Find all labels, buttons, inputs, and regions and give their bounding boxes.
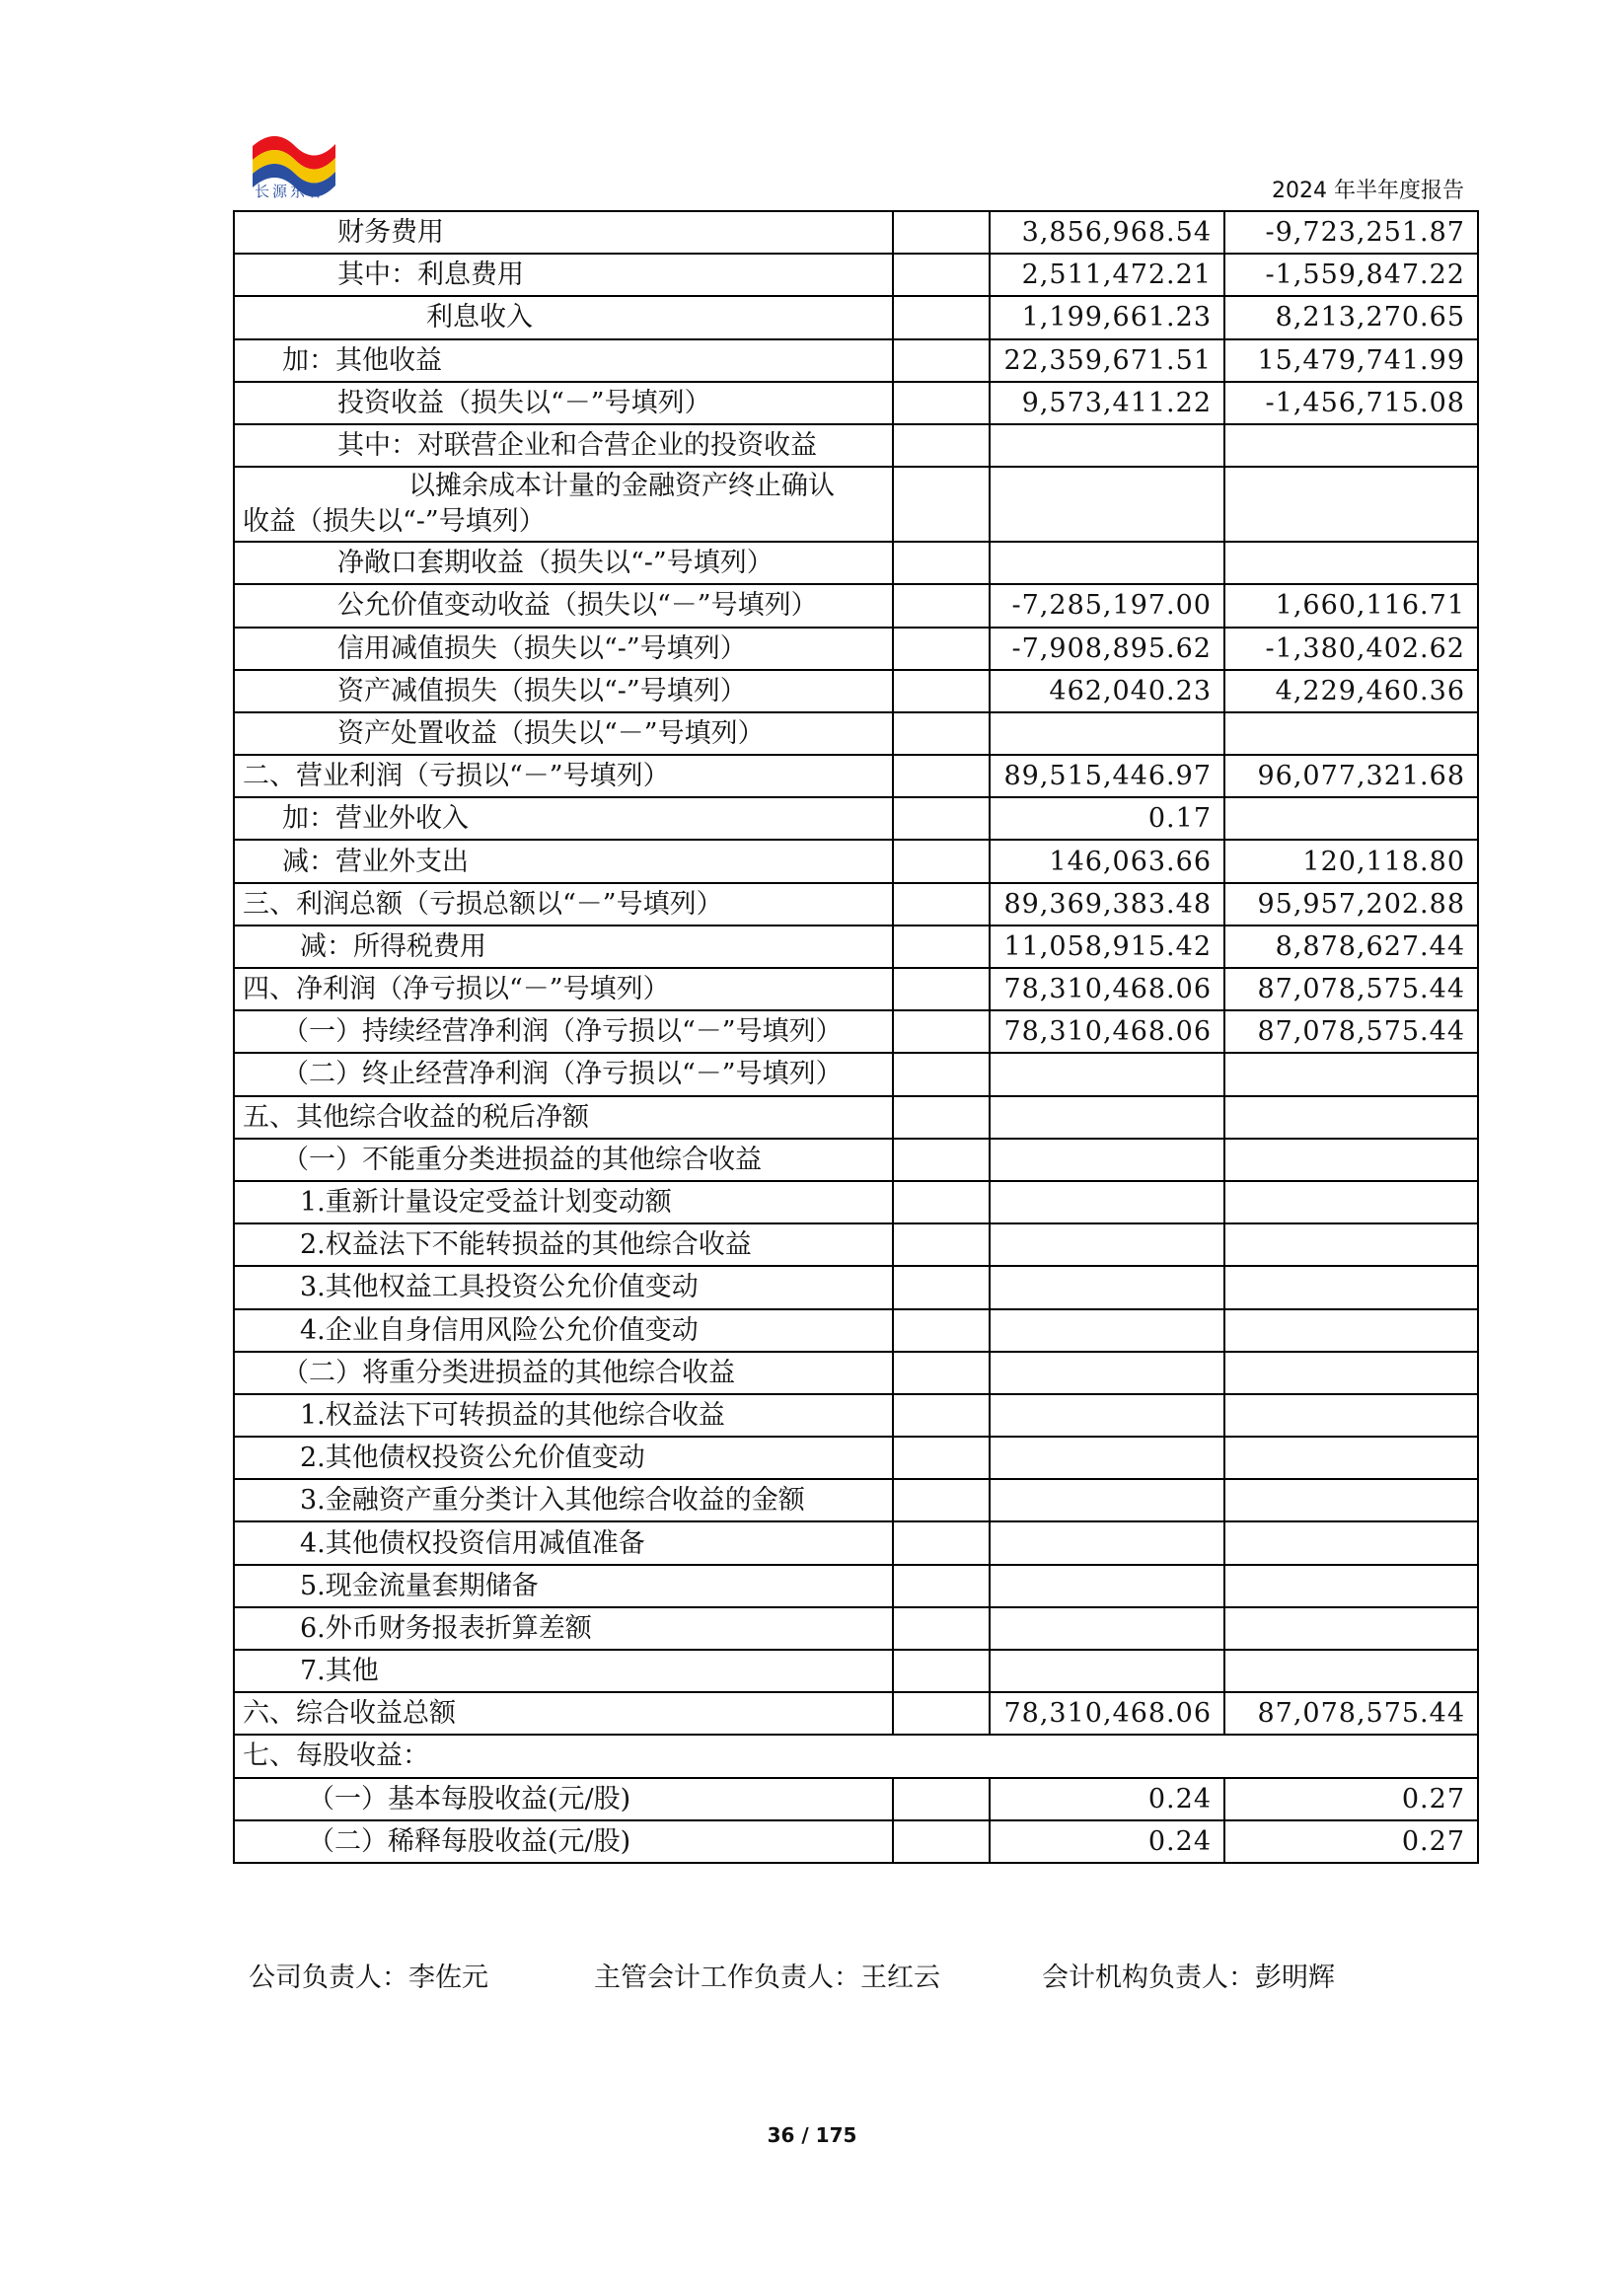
row-label: 减：营业外支出 <box>234 840 893 882</box>
row-note <box>893 382 990 424</box>
prior-period-value <box>1224 1181 1478 1223</box>
table-row <box>234 1139 1478 1181</box>
current-period-value: 462,040.23 <box>990 670 1224 712</box>
prior-period-value <box>1224 467 1478 542</box>
prior-period-value <box>1224 712 1478 755</box>
current-period-value <box>990 1479 1224 1521</box>
row-label: 1.权益法下可转损益的其他综合收益 <box>234 1394 893 1437</box>
row-note <box>893 755 990 797</box>
table-row <box>234 1607 1478 1650</box>
prior-period-value <box>1224 1053 1478 1095</box>
prior-period-value <box>1224 1479 1478 1521</box>
row-note <box>893 926 990 968</box>
current-period-value: 1,199,661.23 <box>990 296 1224 338</box>
table-row <box>234 968 1478 1010</box>
row-label: 投资收益（损失以“－”号填列） <box>234 382 893 424</box>
table-row <box>234 712 1478 755</box>
row-note <box>893 1181 990 1223</box>
current-period-value <box>990 1607 1224 1650</box>
row-note <box>893 1479 990 1521</box>
row-label: 七、每股收益： <box>234 1735 1478 1777</box>
row-note <box>893 840 990 882</box>
table-row <box>234 1650 1478 1692</box>
current-period-value: 0.24 <box>990 1820 1224 1863</box>
table-row <box>234 1479 1478 1521</box>
accounting-dept-head-signature: 会计机构负责人：彭明辉 <box>1042 1963 1335 1993</box>
prior-period-value <box>1224 1352 1478 1394</box>
row-label: 7.其他 <box>234 1650 893 1692</box>
prior-period-value <box>1224 1096 1478 1139</box>
table-row <box>234 339 1478 382</box>
current-period-value: 9,573,411.22 <box>990 382 1224 424</box>
table-row <box>234 424 1478 467</box>
row-note <box>893 1692 990 1735</box>
current-period-value <box>990 1650 1224 1692</box>
current-period-value <box>990 1352 1224 1394</box>
current-period-value: 0.17 <box>990 797 1224 840</box>
row-label: 三、利润总额（亏损总额以“－”号填列） <box>234 883 893 926</box>
row-note <box>893 1223 990 1266</box>
prior-period-value: 1,660,116.71 <box>1224 584 1478 627</box>
table-row <box>234 1096 1478 1139</box>
income-statement-table <box>233 210 1479 1864</box>
prior-period-value <box>1224 1394 1478 1437</box>
table-row <box>234 797 1478 840</box>
row-label <box>234 467 893 542</box>
prior-period-value: 87,078,575.44 <box>1224 1010 1478 1053</box>
row-label: 二、营业利润（亏损以“－”号填列） <box>234 755 893 797</box>
row-label: 四、净利润（净亏损以“－”号填列） <box>234 968 893 1010</box>
prior-period-value: -1,456,715.08 <box>1224 382 1478 424</box>
row-label: （一）基本每股收益(元/股) <box>234 1778 893 1820</box>
current-period-value: 78,310,468.06 <box>990 1010 1224 1053</box>
row-label: 3.其他权益工具投资公允价值变动 <box>234 1266 893 1308</box>
prior-period-value: 0.27 <box>1224 1778 1478 1820</box>
row-note <box>893 424 990 467</box>
row-note <box>893 1437 990 1479</box>
current-period-value <box>990 1394 1224 1437</box>
table-row <box>234 1053 1478 1095</box>
row-note <box>893 1352 990 1394</box>
prior-period-value: 15,479,741.99 <box>1224 339 1478 382</box>
row-label: 1.重新计量设定受益计划变动额 <box>234 1181 893 1223</box>
row-label: 净敞口套期收益（损失以“-”号填列） <box>234 542 893 584</box>
current-period-value: 89,369,383.48 <box>990 883 1224 926</box>
row-note <box>893 211 990 254</box>
logo-text: 长源东谷 <box>255 183 327 200</box>
row-label: 财务费用 <box>234 211 893 254</box>
table-row <box>234 1565 1478 1607</box>
prior-period-value: -1,559,847.22 <box>1224 254 1478 296</box>
row-note <box>893 1778 990 1820</box>
row-note <box>893 339 990 382</box>
table-row <box>234 542 1478 584</box>
row-note <box>893 467 990 542</box>
current-period-value: 78,310,468.06 <box>990 1692 1224 1735</box>
prior-period-value: 95,957,202.88 <box>1224 883 1478 926</box>
current-period-value: 0.24 <box>990 1778 1224 1820</box>
table-row <box>234 926 1478 968</box>
row-label: 资产处置收益（损失以“－”号填列） <box>234 712 893 755</box>
current-period-value: -7,908,895.62 <box>990 628 1224 670</box>
prior-period-value <box>1224 1223 1478 1266</box>
table-row <box>234 1181 1478 1223</box>
table-row <box>234 211 1478 254</box>
table-row <box>234 382 1478 424</box>
row-note <box>893 542 990 584</box>
prior-period-value <box>1224 1565 1478 1607</box>
row-note <box>893 968 990 1010</box>
row-label: 减：所得税费用 <box>234 926 893 968</box>
row-label: 6.外币财务报表折算差额 <box>234 1607 893 1650</box>
current-period-value: 2,511,472.21 <box>990 254 1224 296</box>
table-row <box>234 1223 1478 1266</box>
prior-period-value <box>1224 424 1478 467</box>
prior-period-value <box>1224 542 1478 584</box>
table-row <box>234 1778 1478 1820</box>
current-period-value <box>990 1096 1224 1139</box>
table-row <box>234 1735 1478 1777</box>
table-row <box>234 1394 1478 1437</box>
table-row <box>234 584 1478 627</box>
prior-period-value <box>1224 1521 1478 1564</box>
row-label: 其中：对联营企业和合营企业的投资收益 <box>234 424 893 467</box>
prior-period-value: 0.27 <box>1224 1820 1478 1863</box>
current-period-value <box>990 712 1224 755</box>
current-period-value: 11,058,915.42 <box>990 926 1224 968</box>
page-number: 36 / 175 <box>767 2123 857 2147</box>
row-note <box>893 1394 990 1437</box>
row-note <box>893 1096 990 1139</box>
row-label-line: 收益（损失以“-”号填列） <box>243 506 546 538</box>
table-row <box>234 1266 1478 1308</box>
row-note <box>893 1607 990 1650</box>
table-row <box>234 1521 1478 1564</box>
report-title: 2024 年半年度报告 <box>1272 179 1464 203</box>
current-period-value <box>990 467 1224 542</box>
prior-period-value <box>1224 1266 1478 1308</box>
current-period-value: 22,359,671.51 <box>990 339 1224 382</box>
current-period-value <box>990 1266 1224 1308</box>
table-row <box>234 755 1478 797</box>
row-note <box>893 584 990 627</box>
table-row <box>234 670 1478 712</box>
row-label: 信用减值损失（损失以“-”号填列） <box>234 628 893 670</box>
table-row <box>234 254 1478 296</box>
row-label: 公允价值变动收益（损失以“－”号填列） <box>234 584 893 627</box>
row-note <box>893 254 990 296</box>
prior-period-value: 4,229,460.36 <box>1224 670 1478 712</box>
row-note <box>893 712 990 755</box>
prior-period-value: -1,380,402.62 <box>1224 628 1478 670</box>
current-period-value <box>990 1309 1224 1352</box>
prior-period-value: 8,213,270.65 <box>1224 296 1478 338</box>
current-period-value: 78,310,468.06 <box>990 968 1224 1010</box>
current-period-value <box>990 1437 1224 1479</box>
prior-period-value: 8,878,627.44 <box>1224 926 1478 968</box>
row-note <box>893 628 990 670</box>
prior-period-value <box>1224 1607 1478 1650</box>
current-period-value: 89,515,446.97 <box>990 755 1224 797</box>
prior-period-value <box>1224 1139 1478 1181</box>
row-note <box>893 1053 990 1095</box>
current-period-value <box>990 1053 1224 1095</box>
prior-period-value <box>1224 1650 1478 1692</box>
table-row <box>234 840 1478 882</box>
row-note <box>893 1309 990 1352</box>
table-row <box>234 1820 1478 1863</box>
table-row <box>234 1437 1478 1479</box>
current-period-value: 146,063.66 <box>990 840 1224 882</box>
row-label: 3.金融资产重分类计入其他综合收益的金额 <box>234 1479 893 1521</box>
row-label: 六、综合收益总额 <box>234 1692 893 1735</box>
row-label: 2.其他债权投资公允价值变动 <box>234 1437 893 1479</box>
row-label: 资产减值损失（损失以“-”号填列） <box>234 670 893 712</box>
row-note <box>893 1266 990 1308</box>
row-note <box>893 1565 990 1607</box>
row-note <box>893 670 990 712</box>
row-note <box>893 296 990 338</box>
row-note <box>893 1139 990 1181</box>
prior-period-value: 87,078,575.44 <box>1224 968 1478 1010</box>
current-period-value <box>990 1181 1224 1223</box>
current-period-value <box>990 1139 1224 1181</box>
row-label: 4.其他债权投资信用减值准备 <box>234 1521 893 1564</box>
row-label-line: 以摊余成本计量的金融资产终止确认 <box>408 471 835 502</box>
current-period-value <box>990 1223 1224 1266</box>
row-label: 2.权益法下不能转损益的其他综合收益 <box>234 1223 893 1266</box>
row-label: （二）将重分类进损益的其他综合收益 <box>234 1352 893 1394</box>
current-period-value <box>990 542 1224 584</box>
prior-period-value: -9,723,251.87 <box>1224 211 1478 254</box>
table-row <box>234 883 1478 926</box>
table-row <box>234 628 1478 670</box>
row-label: （二）稀释每股收益(元/股) <box>234 1820 893 1863</box>
current-period-value <box>990 1565 1224 1607</box>
table-row <box>234 296 1478 338</box>
prior-period-value <box>1224 1437 1478 1479</box>
row-label: 4.企业自身信用风险公允价值变动 <box>234 1309 893 1352</box>
prior-period-value: 96,077,321.68 <box>1224 755 1478 797</box>
table-row <box>234 1309 1478 1352</box>
current-period-value <box>990 1521 1224 1564</box>
prior-period-value <box>1224 1309 1478 1352</box>
current-period-value: -7,285,197.00 <box>990 584 1224 627</box>
company-head-signature: 公司负责人：李佐元 <box>249 1963 488 1993</box>
row-label: 其中：利息费用 <box>234 254 893 296</box>
row-note <box>893 883 990 926</box>
row-label: 利息收入 <box>234 296 893 338</box>
row-note <box>893 1650 990 1692</box>
accounting-head-signature: 主管会计工作负责人：王红云 <box>594 1963 940 1993</box>
row-label: 5.现金流量套期储备 <box>234 1565 893 1607</box>
prior-period-value <box>1224 797 1478 840</box>
row-label: （一）不能重分类进损益的其他综合收益 <box>234 1139 893 1181</box>
prior-period-value: 120,118.80 <box>1224 840 1478 882</box>
row-label: （二）终止经营净利润（净亏损以“－”号填列） <box>234 1053 893 1095</box>
table-row <box>234 467 1478 542</box>
row-note <box>893 1820 990 1863</box>
row-label: 加：营业外收入 <box>234 797 893 840</box>
current-period-value: 3,856,968.54 <box>990 211 1224 254</box>
table-row <box>234 1692 1478 1735</box>
row-note <box>893 797 990 840</box>
row-note <box>893 1521 990 1564</box>
table-row <box>234 1352 1478 1394</box>
prior-period-value: 87,078,575.44 <box>1224 1692 1478 1735</box>
row-label: （一）持续经营净利润（净亏损以“－”号填列） <box>234 1010 893 1053</box>
table-row <box>234 1010 1478 1053</box>
row-label: 加：其他收益 <box>234 339 893 382</box>
row-label: 五、其他综合收益的税后净额 <box>234 1096 893 1139</box>
current-period-value <box>990 424 1224 467</box>
row-note <box>893 1010 990 1053</box>
